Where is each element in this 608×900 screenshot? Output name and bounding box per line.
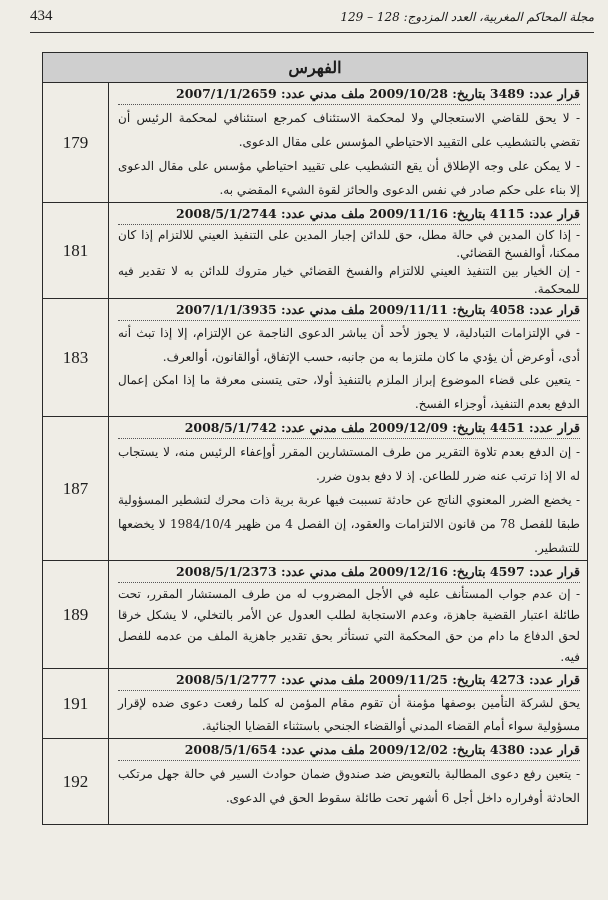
decision-reference: قرار عدد: 3489 بتاريخ: 2009/10/28 ملف مدني عدد: 2007/1/1/2659 (118, 86, 580, 105)
decision-reference: قرار عدد: 4058 بتاريخ: 2009/11/11 ملف مدني عدد: 2007/1/1/3935 (118, 302, 580, 321)
summary-paragraph: - لا يحق للقاضي الاستعجالي ولا لمحكمة الاستئناف كمرجع استئنافي لمحكمة الرئيس أن تقضي بالتشطيب على التقييد الاحتياطي المؤسس على مقال الدعوى. (118, 111, 580, 149)
summary-paragraph: - يتعين رفع دعوى المطالبة بالتعويض ضد صندوق ضمان حوادث السير في حالة جهل مرتكب الحادثة أوفراره داخل أجل 6 أشهر تحت طائلة سقوط الحق في الدعوى. (118, 767, 580, 805)
entry-content (109, 669, 588, 739)
entry-page-number: 191 (43, 669, 109, 739)
index-entry-row (43, 417, 588, 561)
index-entry-row (43, 669, 588, 739)
summary-paragraph: - في الإلتزامات التبادلية، لا يجوز لأحد أن يباشر الدعوى الناجمة عن الإلتزام، إلا إذا تبث أنه أدى، أوعرض أن يؤدي ما كان ملتزما به من جانبه، حسب الإتفاق، أوالقانون، أوالعرف. (118, 326, 580, 364)
summary-paragraph: - يخضع الضرر المعنوي الناتج عن حادثة تسببت فيها عربة برية ذات محرك لتشطير المسؤولية طبقا للفصل 78 من قانون الالتزامات والعقود، إن الفصل 4 من ظهير 1984/10/4 لا يخضعها للتشطير. (118, 493, 580, 555)
entry-page-number: 192 (43, 739, 109, 825)
entry-page-number: 183 (43, 299, 109, 417)
entry-page-number: 187 (43, 417, 109, 561)
decision-reference: قرار عدد: 4451 بتاريخ: 2009/12/09 ملف مدني عدد: 2008/5/1/742 (118, 420, 580, 439)
entry-content (109, 739, 588, 825)
running-header (30, 6, 594, 33)
entry-content (109, 83, 588, 203)
entry-content (109, 417, 588, 561)
entry-content (109, 561, 588, 669)
entry-content (109, 203, 588, 299)
index-entry-row (43, 299, 588, 417)
index-entry-row (43, 83, 588, 203)
page-number: 434 (30, 8, 53, 24)
index-table (42, 52, 588, 825)
entry-page-number: 179 (43, 83, 109, 203)
summary-paragraph: - إن الدفع بعدم تلاوة التقرير من طرف المستشارين المقرر أوإعفاء الرئيس منه، لا يستجاب له الا إذا ترتب عنه ضرر للطاعن. إذ لا دفع بدون ضرر. (118, 445, 580, 483)
decision-reference: قرار عدد: 4380 بتاريخ: 2009/12/02 ملف مدني عدد: 2008/5/1/654 (118, 742, 580, 761)
decision-reference: قرار عدد: 4273 بتاريخ: 2009/11/25 ملف مدني عدد: 2008/5/1/2777 (118, 672, 580, 691)
summary-paragraph: يحق لشركة التأمين بوصفها مؤمنة أن تقوم مقام المؤمن له كلما رفعت دعوى ضده لإقرار مسؤولية سواء أمام القضاء المدني أوالقضاء الجنحي باستثناء القضايا الجنائية. (118, 696, 580, 733)
decision-reference: قرار عدد: 4597 بتاريخ: 2009/12/16 ملف مدني عدد: 2008/5/1/2373 (118, 564, 580, 583)
journal-title: مجلة المحاكم المغربية، العدد المزدوج: 128 – 129 (340, 10, 594, 24)
entry-page-number: 189 (43, 561, 109, 669)
decision-reference: قرار عدد: 4115 بتاريخ: 2009/11/16 ملف مدني عدد: 2008/5/1/2744 (118, 206, 580, 225)
entry-content (109, 299, 588, 417)
summary-paragraph: - إذا كان المدين في حالة مطل، حق للدائن إجبار المدين على التنفيذ العيني للالتزام إذا كان ممكنا، أوالفسخ القضائي. (118, 228, 580, 260)
index-entry-row (43, 203, 588, 299)
summary-paragraph: - لا يمكن على وجه الإطلاق أن يقع التشطيب على تقييد احتياطي مؤسس على مقال الدعوى إلا بناء على حكم صادر في نفس الدعوى والحائز لقوة الشيء المقضي به. (118, 159, 580, 197)
entry-page-number: 181 (43, 203, 109, 299)
index-entry-row (43, 739, 588, 825)
index-entry-row (43, 561, 588, 669)
summary-paragraph: - يتعين على قضاء الموضوع إبراز الملزم بالتنفيذ أولا، حتى يتسنى معرفة ما إذا امكن إعمال الدفع بعدم التنفيذ، أوجزاء الفسخ. (118, 373, 580, 411)
index-title: الفهرس (43, 53, 588, 83)
summary-paragraph: - إن عدم جواب المستأنف عليه في الأجل المضروب له من طرف المستشار المقرر، تحت طائلة اعتبار القضية جاهزة، وعدم الاستجابة لطلب العدول عن الأمر بالتخلي، لا يشكل خرقا لحق الدفاع ما دام من حق المحكمة التي تستأثر بحق تقدير جاهزية الملف من عدمه للفصل فيه. (118, 587, 580, 664)
summary-paragraph: - إن الخيار بين التنفيذ العيني للالتزام والفسخ القضائي خيار متروك للدائن به لا تقدير فيه للمحكمة. (118, 264, 580, 296)
index-title-row (43, 53, 588, 83)
